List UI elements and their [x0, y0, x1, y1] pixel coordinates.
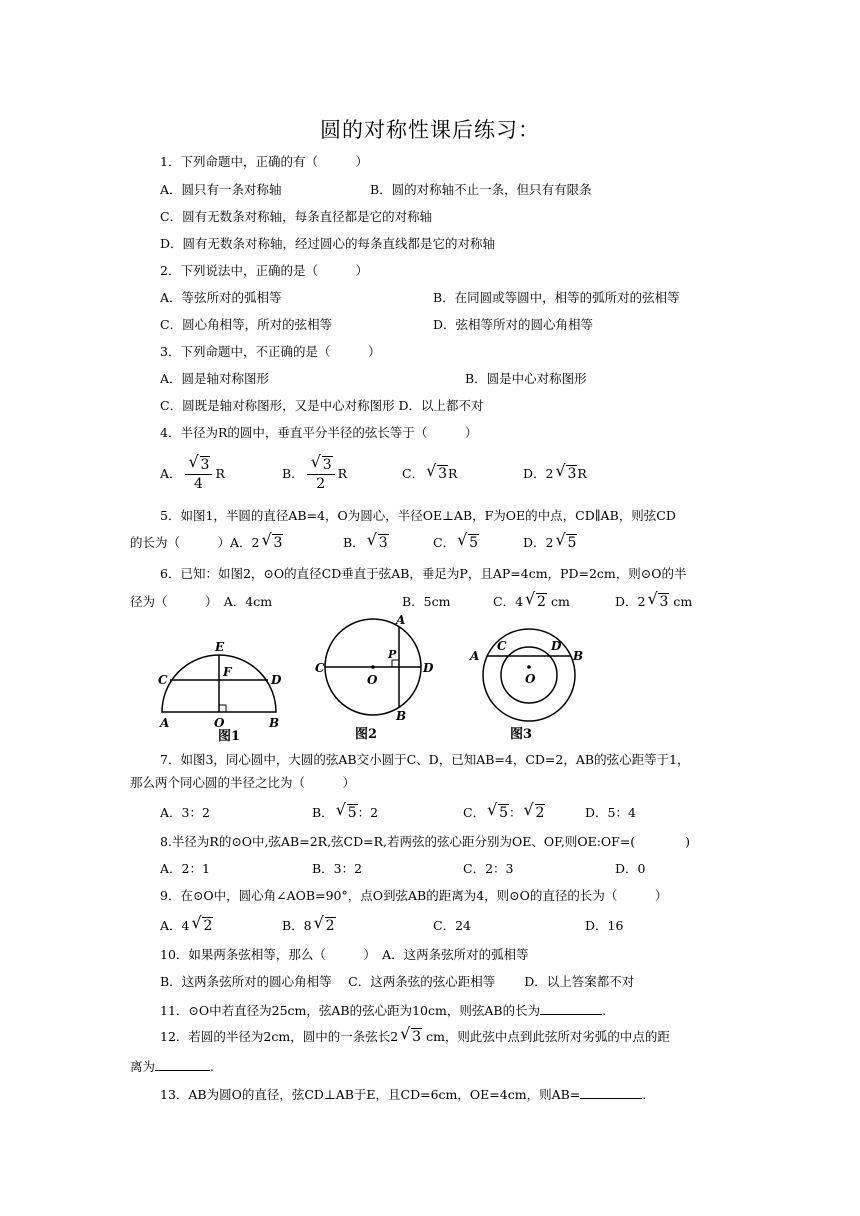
q5-option-d: D．2√ 5 — [523, 534, 577, 552]
fig1-label-a: A — [160, 716, 170, 730]
fig3-label-o: O — [525, 672, 536, 686]
q1-stem: 1．下列命题中，正确的有（ ） — [160, 154, 368, 169]
q7-line1: 7．如图3，同心圆中，大圆的弦AB交小圆于C、D，已知AB=4，CD=2，AB的弦心距等于1， — [160, 752, 690, 767]
q6-line1: 6．已知：如图2，⊙O的直径CD垂直于弦AB，垂足为P，且AP=4cm，PD=2cm，则⊙O的半 — [160, 566, 687, 581]
q9-stem: 9．在⊙O中，圆心角∠AOB=90°，点O到弦AB的距离为4，则⊙O的直径的长为（ ） — [160, 888, 668, 903]
fig1-label-b: B — [269, 716, 280, 730]
fig3-label-d: D — [551, 639, 562, 653]
figure-1 — [150, 632, 290, 742]
fig2-label-a: A — [396, 613, 406, 627]
q6-line2: 径为（ ） A．4cm — [130, 594, 273, 609]
fig2-label-b: B — [396, 709, 407, 723]
q11-stem: 11．⊙O中若直径为25cm，弦AB的弦心距为10cm，则弦AB的长为 . — [160, 1000, 606, 1020]
q13-stem: 13．AB为圆O的直径，弦CD⊥AB于E，且CD=6cm，OE=4cm，则AB= . — [160, 1084, 646, 1104]
fig2-label-p: P — [388, 648, 397, 661]
q6-option-b: B．5cm — [402, 594, 451, 609]
q7-option-c: C．√ 5：√ 2 — [463, 804, 545, 822]
figure-2 — [315, 610, 440, 745]
q6-option-d: D．2√ 3 cm — [615, 593, 692, 611]
fig3-label-c: C — [497, 639, 507, 653]
q2-option-d: D．弦相等所对的圆心角相等 — [433, 317, 594, 332]
fig3-label-b: B — [573, 649, 584, 663]
q12-line1: 12．若圆的半径为2cm，圆中的一条弦长2√ 3 cm，则此弦中点到此弦所对劣弧的中点的距 — [160, 1028, 670, 1046]
fig3-caption: 图3 — [510, 727, 533, 742]
q1-option-c: C．圆有无数条对称轴，每条直径都是它的对称轴 — [160, 209, 433, 224]
q4-option-b: B． √ $\frac{3}{2}$ R — [282, 454, 347, 494]
fig2-caption: 图2 — [355, 727, 378, 742]
q1-option-a: A．圆只有一条对称轴 — [160, 182, 282, 197]
q3-option-a: A．圆是轴对称图形 — [160, 371, 270, 386]
q5-line1: 5．如图1，半圆的直径AB=4，O为圆心，半径OE⊥AB，F为OE的中点，CD∥AB，则弦CD — [160, 508, 676, 523]
fig1-label-d: D — [271, 673, 282, 687]
q8-stem: 8.半径为R的⊙O中,弦AB=2R,弦CD=R,若两弦的弦心距分别为OE、OF,则OE:OF=( ) — [160, 834, 691, 849]
q5-option-c: C．√ 5 — [433, 534, 479, 552]
fig1-label-c: C — [158, 673, 168, 687]
q4-option-d: D．2√ 3R — [523, 465, 587, 483]
q8-option-b: B．3：2 — [312, 861, 363, 876]
q8-option-c: C．2：3 — [463, 861, 514, 876]
q12-line2: 离为 . — [130, 1056, 214, 1076]
q10-line1: 10．如果两条弦相等，那么（ ） A．这两条弦所对的弧相等 — [160, 947, 529, 962]
fig3-label-a: A — [470, 649, 480, 663]
q2-option-c: C．圆心角相等，所对的弦相等 — [160, 317, 333, 332]
fig1-label-e: E — [215, 640, 225, 654]
q9-option-d: D．16 — [585, 918, 624, 933]
q4-stem: 4．半径为R的圆中，垂直平分半径的弦长等于（ ） — [160, 425, 478, 440]
q9-option-c: C．24 — [433, 918, 471, 933]
page-title: 圆的对称性课后练习： — [320, 118, 540, 142]
q7-option-b: B．√ 5：2 — [312, 804, 378, 822]
q5-line2: 的长为（ ）A．2√ 3 — [130, 534, 283, 552]
q6-option-c: C．4√ 2 cm — [493, 593, 570, 611]
figure-3 — [465, 620, 590, 745]
q4-option-a: A． √ $\frac{3}{4}$ R — [160, 454, 225, 494]
q5-option-b: B．√ 3 — [343, 534, 389, 552]
q7-option-d: D．5：4 — [585, 805, 636, 820]
q1-option-b: B．圆的对称轴不止一条，但只有有限条 — [370, 182, 592, 197]
fig1-caption: 图1 — [218, 729, 241, 742]
q2-option-b: B．在同圆或等圆中，相等的弧所对的弦相等 — [433, 290, 680, 305]
q3-stem: 3．下列命题中，不正确的是（ ） — [160, 344, 381, 359]
q8-option-a: A．2：1 — [160, 861, 210, 876]
fig2-label-o: O — [367, 673, 378, 687]
q7-option-a: A．3：2 — [160, 805, 210, 820]
q9-option-b: B．8√ 2 — [282, 917, 336, 935]
q3-option-b: B．圆是中心对称图形 — [465, 371, 587, 386]
fig1-label-f: F — [223, 665, 232, 679]
q10-line2: B．这两条弦所对的圆心角相等 C．这两条弦的弦心距相等 D．以上答案都不对 — [160, 974, 635, 989]
q3-option-c: C．圆既是轴对称图形，又是中心对称图形 D．以上都不对 — [160, 398, 484, 413]
q4-option-c: C．√ 3R — [402, 465, 457, 483]
q1-option-d: D．圆有无数条对称轴，经过圆心的每条直线都是它的对称轴 — [160, 236, 496, 251]
q7-line2: 那么两个同心圆的半径之比为（ ） — [130, 775, 356, 790]
q8-option-d: D．0 — [615, 861, 646, 876]
q2-option-a: A．等弦所对的弧相等 — [160, 290, 282, 305]
fig1-label-o: O — [214, 716, 225, 730]
q2-stem: 2．下列说法中，正确的是（ ） — [160, 263, 368, 278]
fig2-label-d: D — [423, 661, 434, 675]
fig2-label-c: C — [315, 661, 325, 675]
q9-option-a: A．4√ 2 — [160, 917, 213, 935]
